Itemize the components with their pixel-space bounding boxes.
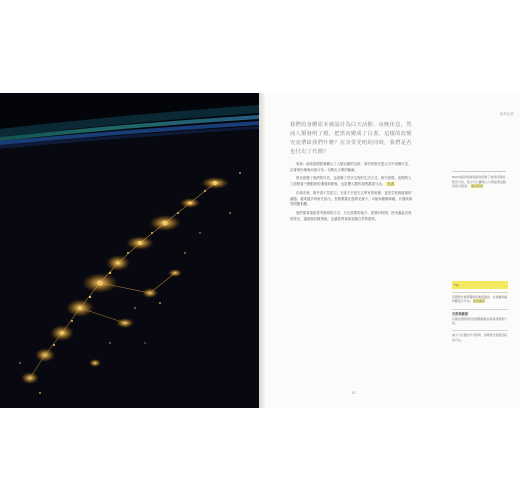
paragraph: 燈光改變了我們的作息，也改變了許多生物的生活方式。研究發現，夜間的人工照明會干擾動物的遷徙與繁殖，也影響人體的褪黑激素分泌。 光害 (290, 176, 412, 187)
sidebar-tips (452, 281, 508, 347)
body-text (290, 162, 414, 225)
highlighted-term: 光害 (387, 182, 395, 187)
tip-tag: Tip (452, 281, 508, 289)
book-gutter (259, 93, 265, 408)
night-earth-photo (0, 93, 259, 408)
tip-highlight: 候鳥遷徙 (473, 299, 485, 304)
sidebar-note (452, 171, 506, 189)
sidebar-note-highlight: 衛星影像 (470, 184, 483, 189)
paragraph: 我們需要重新思考照明的方式：只在需要的地方、需要的時間，使用適當亮度的燈光，讓夜晚回歸黑暗，也讓我們重新認識自然的節奏。 (290, 210, 412, 221)
lead-paragraph: 我們的身體原本被設計為白天活動、夜晚休息，然而人類發明了燈，把黑夜變成了白晝。這樣的改變究竟帶給我們什麼？在享受光明的同時，我們是否也付出了代價？ (290, 122, 412, 155)
tip-block: 減少不必要的戶外照明，是降低光害最直接的方法。 (452, 330, 508, 342)
book-spread (0, 93, 520, 408)
page-number: 81 (351, 391, 357, 395)
tip-title: 光害與健康 (452, 311, 468, 316)
divider (452, 171, 506, 172)
tip-block: 光害與健康 長期夜間照明可能影響睡眠品質與荷爾蒙分泌。 (452, 309, 508, 326)
running-head: 歐洲亞洲 (500, 112, 514, 116)
earth-at-night-image (0, 93, 259, 408)
paragraph: 來源：地球夜間影像顯示了人類活動的足跡，城市的燈光從太空中清晰可見，沿著海岸線與河流分布，勾勒出文明的輪廓。 (290, 162, 412, 172)
sidebar-note-text: NASA提供的衛星影像記錄了地球夜間的燈光分布，從中可以觀察人口與經濟活動的集中程度。 (452, 175, 507, 189)
tip-block: 夜間燈光會影響候鳥遷徙路線，也會讓海龜幼體迷失方向。 候鳥遷徙 (452, 292, 508, 304)
paragraph: 在城市裡，幾乎看不見星空。光害不只是天文學家的困擾，更是生態與健康的議題。越來越多的研究指出，長期暴露在夜間光線下，可能與睡眠障礙、代謝疾病等問題相關。 (290, 190, 413, 207)
